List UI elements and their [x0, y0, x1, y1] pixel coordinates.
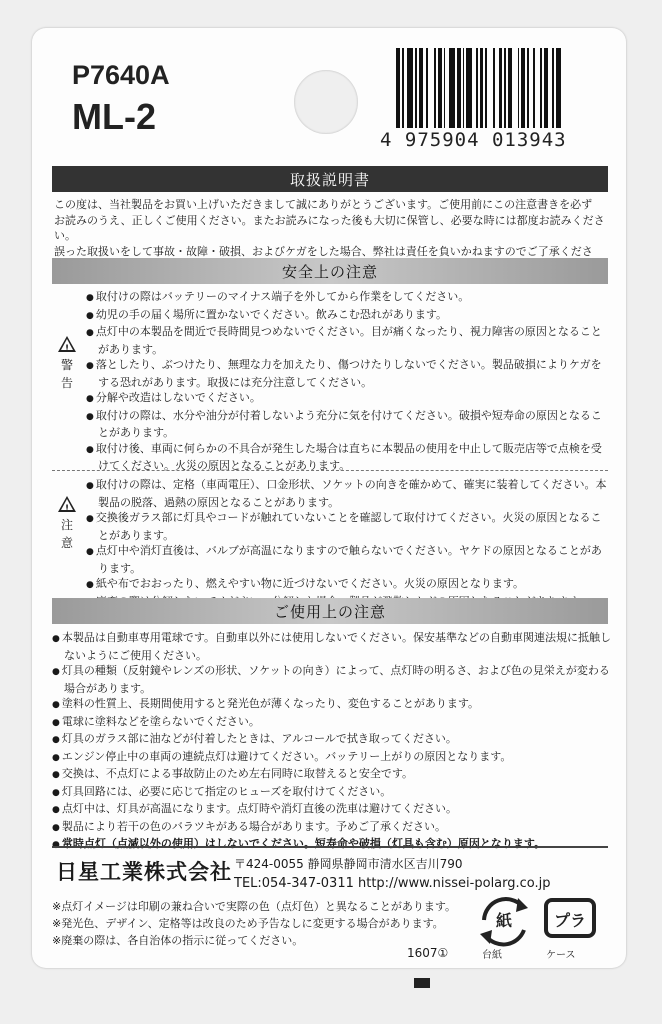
intro-line: 誤った取扱いをして事故・故障・破損、およびケガをした場合、弊社は責任を負いかねますのでご了承くださ	[54, 244, 593, 258]
barcode-bar	[540, 48, 542, 128]
usage-header: ご使用上の注意	[52, 598, 608, 624]
barcode-bar	[402, 48, 404, 128]
paper-label: 台紙	[482, 950, 502, 960]
recycle-marks	[478, 890, 618, 960]
manual-header: 取扱説明書	[52, 166, 608, 192]
list-item: ● 本製品は自動車専用電球です。自動車以外には使用しないでください。保安基準などの自動車関連法規に抵触しないようにご使用ください。	[52, 630, 612, 663]
barcode-bar	[396, 48, 400, 128]
barcode-bar	[415, 48, 417, 128]
list-item: ● 交換後ガラス部に灯具やコードが触れていないことを確認して取付けてください。火災の原因となることがあります。	[86, 510, 610, 543]
caution-triangle-icon: !	[58, 496, 76, 512]
list-item: ● 点灯中の本製品を間近で長時間見つめないでください。目が痛くなったり、視力障害の原因となることがあります。	[86, 324, 610, 357]
barcode-bar	[480, 48, 484, 128]
list-item: ● 灯具の種類（反射鏡やレンズの形状、ソケットの向き）によって、点灯時の明るさ、および色の見栄えが変わる場合があります。	[52, 663, 612, 696]
card-tab	[414, 978, 430, 988]
barcode-bar	[466, 48, 472, 128]
hang-hole	[294, 70, 358, 134]
intro-line: この度は、当社製品をお買い上げいただきまして誠にありがとうございます。ご使用前にこの注意書きを必ず	[54, 198, 593, 211]
barcode-bar	[499, 48, 503, 128]
footnote: ※発光色、デザイン、定格等は改良のため予告なしに変更する場合があります。	[52, 917, 444, 930]
warning-char: 警	[60, 358, 73, 372]
barcode-bar	[544, 48, 548, 128]
intro-line: お読みのうえ、正しくご使用ください。またお読みになった後も大切に保管し、必要な時には都度お読みください。	[54, 213, 605, 242]
warning-triangle-icon: !	[58, 336, 76, 352]
list-item: ● 取付けの際は、水分や油分が付着しないよう充分に気を付けてください。破損や短寿命の原因となることがあります。	[86, 408, 610, 441]
model-number: P7640A	[72, 60, 170, 90]
list-item: ● 電球に塗料などを塗らないでください。	[52, 714, 612, 732]
barcode-bar	[434, 48, 436, 128]
list-item: ● 塗料の性質上、長期間使用すると発光色が薄くなったり、変色することがあります。	[52, 696, 612, 714]
barcode-bar	[444, 48, 446, 128]
list-item: ● エンジン停止中の車両の連続点灯は避けてください。バッテリー上がりの原因となります。	[52, 749, 612, 767]
list-item: ● 点灯中は、灯具が高温になります。点灯時や消灯直後の洗車は避けてください。	[52, 801, 612, 819]
list-item: ● 取付け後、車両に何らかの不具合が発生した場合は直ちに本製品の使用を中止して販売店等で点検を受けてください。火災の原因となることがあります。	[86, 441, 610, 474]
lot-code: 1607①	[407, 946, 449, 960]
list-item: ● 交換は、不点灯による事故防止のため左右同時に取替えると安全です。	[52, 766, 612, 784]
barcode-bar	[521, 48, 525, 128]
footnotes	[52, 898, 456, 949]
barcode-bar	[485, 48, 487, 128]
barcode-bar	[508, 48, 512, 128]
caution-label	[58, 496, 76, 552]
caution-char: 注	[60, 518, 73, 532]
list-item: ● 点灯中や消灯直後は、バルブが高温になりますので触らないでください。ヤケドの原因となることがあります。	[86, 543, 610, 576]
plastic-recycle-icon	[546, 900, 594, 960]
list-item: ● 落としたり、ぶつけたり、無理な力を加えたり、傷つけたりしないでください。製品破損によりケガをする恐れがあります。取扱には充分注意してください。	[86, 357, 610, 390]
list-item: ● 取付けの際はバッテリーのマイナス端子を外してから作業をしてください。	[86, 289, 610, 307]
barcode	[396, 48, 608, 128]
paper-mark: 紙	[496, 911, 513, 930]
barcode-bar	[493, 48, 495, 128]
pla-label: ケース	[546, 950, 576, 960]
barcode-bar	[426, 48, 428, 128]
barcode-bar	[449, 48, 455, 128]
safety-header: 安全上の注意	[52, 258, 608, 284]
paper-recycle-icon	[480, 898, 528, 960]
warning-list	[86, 289, 610, 474]
list-item: ● 取付けの際は、定格（車両電圧）、口金形状、ソケットの向きを確かめて、確実に装着してください。本製品の脱落、過熱の原因となることがあります。	[86, 477, 610, 510]
usage-list	[52, 630, 612, 854]
list-item: ● 分解や改造はしないでください。	[86, 390, 610, 408]
company-contact: TEL:054-347-0311 http://www.nissei-polarg.co.jp	[234, 876, 551, 891]
barcode-bar	[407, 48, 413, 128]
section-divider	[52, 470, 608, 471]
list-item: ● 幼児の手の届く場所に置かないでください。飲みこむ恐れがあります。	[86, 307, 610, 325]
barcode-bar	[476, 48, 478, 128]
barcode-number: 4 975904 013943	[380, 129, 567, 151]
company-name: 日星工業株式会社	[56, 860, 232, 884]
barcode-bar	[518, 48, 520, 128]
footnote: ※点灯イメージは印刷の兼ね合いで実際の色（点灯色）と異なることがあります。	[52, 900, 457, 913]
barcode-bar	[438, 48, 442, 128]
barcode-bar	[552, 48, 554, 128]
barcode-bar	[527, 48, 529, 128]
caution-list	[86, 477, 610, 611]
barcode-bar	[533, 48, 535, 128]
bulb-type: ML-2	[72, 96, 156, 137]
warning-char: 告	[60, 376, 73, 390]
list-item: ● 紙や布でおおったり、燃えやすい物に近づけないでください。火災の原因となります。	[86, 576, 610, 594]
footnote: ※廃棄の際は、各自治体の指示に従ってください。	[52, 934, 304, 947]
barcode-bar	[463, 48, 465, 128]
list-item: ● 灯具のガラス部に油などが付着したときは、アルコールで拭き取ってください。	[52, 731, 612, 749]
list-item: ● 製品により若干の色のバラツキがある場合があります。予めご了承ください。	[52, 819, 612, 837]
caution-char: 意	[60, 536, 73, 550]
footer-rule	[52, 846, 608, 848]
barcode-bar	[419, 48, 423, 128]
barcode-bar	[556, 48, 562, 128]
pla-mark: プラ	[554, 911, 587, 930]
barcode-bar	[504, 48, 506, 128]
warning-label	[58, 336, 76, 392]
list-item: ● 灯具回路には、必要に応じて指定のヒューズを取付けてください。	[52, 784, 612, 802]
barcode-bar	[457, 48, 461, 128]
list-item: ● 常時点灯（点滅以外の使用）はしないでください。短寿命や破損（灯具も含む）原因となります。	[52, 836, 612, 854]
company-address: 〒424-0055 静岡県静岡市清水区吉川790	[234, 857, 463, 871]
